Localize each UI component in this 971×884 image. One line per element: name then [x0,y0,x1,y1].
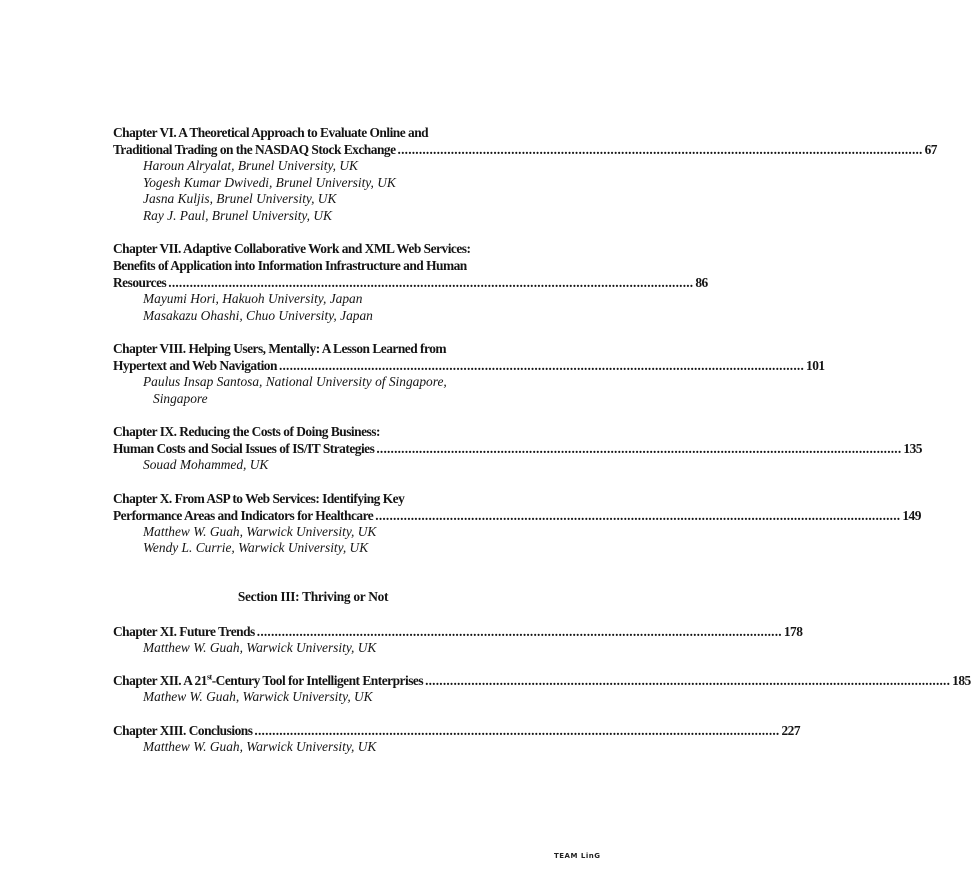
dot-leader: .................................................................................................................................................... [375,507,901,523]
dot-leader: .................................................................................................................................................... [256,623,782,639]
toc-entry-chapter-vii [113,240,708,324]
chapter-title-text: Chapter XIII. Conclusions [113,722,253,738]
chapter-title-last-line [113,672,971,689]
dot-leader: .................................................................................................................................................... [425,673,951,688]
toc-entry-chapter-ix [113,423,922,474]
page-number: 178 [783,623,803,639]
chapter-title-line: Chapter VII. Adaptive Collaborative Work and XML Web Services: [113,241,471,256]
toc-entry-chapter-viii [113,340,825,407]
chapter-title-post: -Century Tool for Intelligent Enterprises [211,673,424,688]
chapter-title-text: Traditional Trading on the NASDAQ Stock Exchange [113,142,396,157]
chapter-title-line: Chapter VI. A Theoretical Approach to Evaluate Online and [113,125,429,140]
chapter-title-text: Hypertext and Web Navigation [113,358,277,373]
author-line: Paulus Insap Santosa, National University of Singapore, [143,374,447,389]
page-number: 86 [695,275,708,290]
chapter-title-last-line [113,623,803,640]
chapter-title-line: Chapter VIII. Helping Users, Mentally: A Lesson Learned from [113,341,447,356]
chapter-title-last-line [113,274,708,291]
page-number: 101 [806,358,825,373]
ordinal-superscript: st [206,672,212,682]
dot-leader: .................................................................................................................................................... [278,358,804,373]
chapter-title-last-line [113,357,825,374]
author-line: Matthew W. Guah, Warwick University, UK [143,523,377,539]
toc-entry-chapter-vi [113,124,937,224]
page-number: 149 [902,507,921,523]
chapter-title-text: Performance Areas and Indicators for Healthcare [113,507,374,523]
toc-entry-chapter-xi [113,623,803,657]
chapter-title-last-line [113,722,801,739]
page-number: 227 [781,722,801,738]
chapter-title-last-line [113,507,921,524]
author-line: Matthew W. Guah, Warwick University, UK [143,738,377,754]
chapter-title-last-line [113,141,937,158]
toc-entry-chapter-x [113,490,921,557]
chapter-title-line: Chapter IX. Reducing the Costs of Doing Business: [113,424,380,439]
watermark-team-ling: TEAM LinG [554,852,601,860]
page-number: 67 [924,142,937,157]
chapter-title-pre: Chapter XII. A 21 [113,673,207,688]
author-line: Souad Mohammed, UK [143,457,269,472]
section-title: Section III: Thriving or Not [237,588,389,604]
toc-entry-chapter-xii [113,672,971,706]
page-number: 185 [952,673,971,688]
author-line: Matthew W. Guah, Warwick University, UK [143,639,377,655]
page-number: 135 [903,441,922,456]
table-of-contents [113,124,971,771]
chapter-title-text: Chapter XI. Future Trends [113,623,255,639]
chapter-title-text: Resources [113,275,167,290]
chapter-title-last-line [113,440,922,457]
author-line: Yogesh Kumar Dwivedi, Brunel University, UK [143,174,396,190]
author-line: Ray J. Paul, Brunel University, UK [143,207,332,223]
chapter-title-text: Human Costs and Social Issues of IS/IT Strategies [113,441,375,456]
author-line: Mayumi Hori, Hakuoh University, Japan [143,291,363,306]
toc-entry-chapter-xiii [113,722,801,756]
chapter-title-text [113,672,423,689]
author-line: Masakazu Ohashi, Chuo University, Japan [143,307,373,323]
chapter-title-line: Chapter X. From ASP to Web Services: Identifying Key [113,490,405,506]
author-line: Wendy L. Currie, Warwick University, UK [143,540,369,555]
dot-leader: .................................................................................................................................................... [376,441,902,456]
dot-leader: .................................................................................................................................................... [397,142,923,157]
author-line: Haroun Alryalat, Brunel University, UK [143,158,358,173]
dot-leader: .................................................................................................................................................... [254,722,780,738]
chapter-title-line: Benefits of Application into Information Infrastructure and Human [113,258,467,273]
author-line: Jasna Kuljis, Brunel University, UK [143,191,337,206]
dot-leader: .................................................................................................................................................... [168,275,694,290]
author-line-continued: Singapore [153,390,208,406]
author-line: Mathew W. Guah, Warwick University, UK [143,689,373,704]
